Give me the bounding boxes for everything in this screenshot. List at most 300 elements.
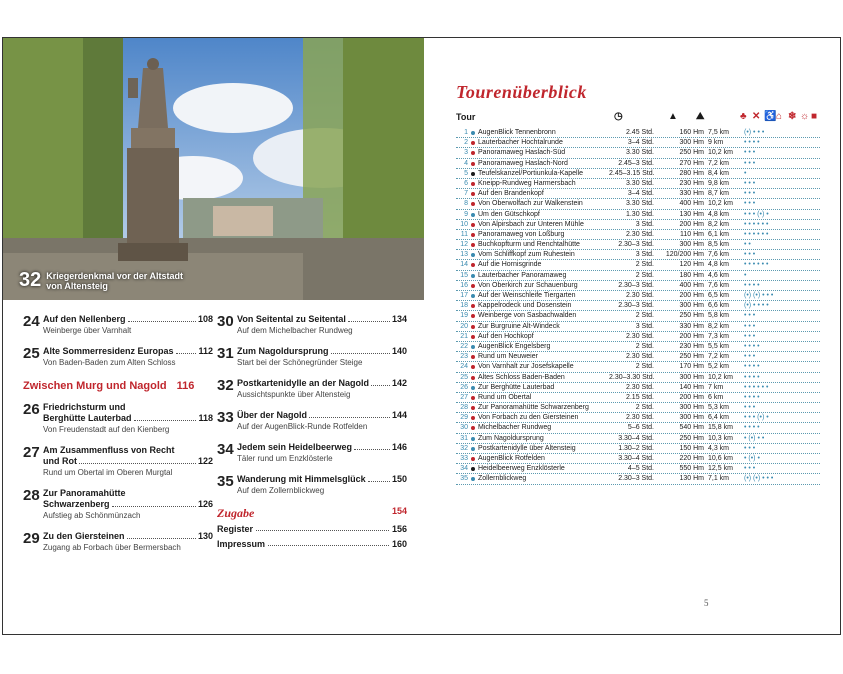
tour-row[interactable]: [456, 281, 820, 291]
tour-elevation: 200 Hm: [679, 393, 704, 401]
tour-elevation: 300 Hm: [679, 302, 704, 310]
tour-name: Auf den Hochkopf: [478, 332, 534, 340]
tour-number: 25: [460, 373, 468, 381]
tour-row[interactable]: [456, 311, 820, 321]
tour-row[interactable]: [456, 454, 820, 464]
tour-distance: 9 km: [708, 139, 724, 147]
tour-name: Teufelskanzel/Portiunkula-Kapelle: [478, 169, 584, 177]
tour-features: • • •: [744, 190, 756, 198]
tour-elevation: 300 Hm: [679, 139, 704, 147]
toc-entry[interactable]: [217, 410, 407, 432]
tour-name: Auf die Hornisgrinde: [478, 261, 542, 269]
tour-number: 10: [460, 220, 468, 228]
tour-row[interactable]: [456, 169, 820, 179]
impressum-entry[interactable]: [217, 539, 407, 549]
entry-number: 32: [217, 377, 234, 394]
tour-time: 3.30–4 Std.: [618, 434, 654, 442]
difficulty-dot: [471, 151, 475, 155]
toc-entry[interactable]: [23, 488, 213, 521]
book-spread: [2, 37, 841, 635]
tour-elevation: 120 Hm: [679, 261, 704, 269]
tour-elevation: 230 Hm: [679, 179, 704, 187]
tour-elevation: 400 Hm: [679, 200, 704, 208]
tour-row[interactable]: [456, 393, 820, 403]
tour-time: 2.30–3.30 Std.: [609, 373, 655, 381]
difficulty-dot: [471, 284, 475, 288]
difficulty-dot: [471, 314, 475, 318]
monument-photo: [3, 38, 424, 300]
tour-time: 1.30 Std.: [625, 210, 654, 218]
toc-entry[interactable]: [23, 445, 213, 478]
tour-number: 1: [464, 129, 468, 136]
entry-page: 142: [391, 378, 407, 388]
tour-elevation: 330 Hm: [679, 322, 704, 330]
toc-column-right: [217, 314, 407, 554]
difficulty-dot: [471, 213, 475, 217]
tour-distance: 12,5 km: [708, 465, 733, 473]
difficulty-dot: [471, 223, 475, 227]
tour-elevation: 120/200 Hm: [665, 251, 704, 259]
entry-page: 118: [198, 413, 213, 423]
tour-features: • • •: [744, 465, 756, 473]
entry-number: 26: [23, 401, 40, 418]
tour-distance: 8,2 km: [708, 220, 730, 228]
tour-number: 33: [460, 455, 468, 462]
tour-number: 30: [460, 424, 468, 432]
tour-number: 35: [460, 475, 468, 483]
tour-name: Von Oberwolfach zur Walkenstein: [478, 200, 583, 208]
tour-elevation: 200 Hm: [679, 292, 704, 299]
tour-features: • • • •: [744, 342, 760, 350]
tour-name: Zollernblickweg: [478, 475, 527, 483]
tour-elevation: 280 Hm: [679, 169, 704, 177]
tour-distance: 7,6 km: [708, 281, 730, 289]
tour-distance: 4,6 km: [708, 271, 730, 279]
entry-title: Friedrichsturm und: [43, 402, 126, 412]
tour-row[interactable]: [456, 332, 820, 342]
entry-number: 31: [217, 345, 234, 362]
tour-elevation: 250 Hm: [679, 312, 704, 320]
tour-features: • • •: [744, 149, 756, 157]
difficulty-dot: [471, 457, 475, 461]
col-tour: Tour: [456, 112, 476, 122]
tour-name: Heidelbeerweg Enzklösterle: [478, 465, 565, 473]
difficulty-dot: [471, 477, 475, 481]
tour-row[interactable]: [456, 342, 820, 352]
tour-name: AugenBlick Engelsberg: [478, 342, 551, 350]
entry-title: Am Zusammenfluss von Recht: [43, 445, 175, 455]
tour-distance: 8,7 km: [708, 190, 730, 198]
tour-row[interactable]: [456, 250, 820, 260]
tour-name: Von Varnhalt zur Josefskapelle: [478, 363, 574, 371]
tour-elevation: 200 Hm: [679, 332, 704, 340]
tour-row[interactable]: [456, 240, 820, 250]
difficulty-dot: [471, 335, 475, 339]
entry-number: 30: [217, 313, 234, 330]
tour-features: • • • • • •: [744, 261, 769, 269]
tour-name: Um den Gütschkopf: [478, 210, 540, 218]
tour-name: Lauterbacher Panoramaweg: [478, 271, 567, 279]
tour-elevation: 160 Hm: [679, 129, 704, 136]
entry-title: Zur Panoramahütte: [43, 488, 126, 498]
tour-time: 2.30 Std.: [625, 383, 654, 391]
tour-features: • • • •: [744, 373, 760, 381]
tour-number: 11: [460, 230, 468, 238]
tour-time: 2.45–3 Std.: [618, 159, 654, 167]
tour-number: 16: [460, 281, 468, 289]
entry-number: 28: [23, 487, 40, 504]
tour-features: •: [744, 169, 747, 177]
tour-distance: 7,5 km: [708, 129, 730, 136]
tour-distance: 8,2 km: [708, 322, 730, 330]
tour-number: 18: [460, 302, 468, 310]
entry-subtitle: Aufstieg ab Schönmünzach: [43, 511, 141, 520]
snowflake-icon: ❄: [788, 111, 797, 122]
entry-subtitle: Auf dem Zollernblickweg: [237, 486, 325, 495]
tour-row[interactable]: [456, 362, 820, 372]
tour-row[interactable]: [456, 373, 820, 383]
tour-name: Panoramaweg von Loßburg: [478, 230, 565, 238]
zugabe-heading[interactable]: [217, 506, 407, 521]
toc-entry[interactable]: [23, 346, 213, 368]
difficulty-dot: [471, 416, 475, 420]
tour-time: 4–5 Std.: [627, 465, 654, 473]
tour-time: 2.30 Std.: [625, 230, 654, 238]
tour-name: Zum Nagoldursprung: [478, 434, 544, 442]
difficulty-dot: [471, 304, 475, 308]
entry-title: Jedem sein Heidelbeerweg: [237, 442, 353, 452]
tour-distance: 7,2 km: [708, 159, 730, 167]
tour-number: 4: [464, 159, 468, 167]
tour-time: 2.15 Std.: [625, 393, 654, 401]
entry-subtitle: Rund um Obertal im Oberen Murgtal: [43, 468, 173, 477]
tour-features: • • •: [744, 404, 756, 412]
difficulty-dot: [471, 365, 475, 369]
entry-subtitle: Auf dem Michelbacher Rundweg: [237, 326, 353, 335]
tour-row[interactable]: [456, 189, 820, 199]
entry-number: 24: [23, 313, 40, 330]
tour-distance: 7,2 km: [708, 353, 730, 361]
tour-elevation: 250 Hm: [679, 149, 704, 157]
difficulty-dot: [471, 437, 475, 441]
tour-row[interactable]: [456, 434, 820, 444]
tour-row[interactable]: [456, 413, 820, 423]
tour-distance: 7,1 km: [708, 475, 730, 483]
tour-name: Von Alpirsbach zur Unteren Mühle: [478, 220, 584, 228]
tour-table: [456, 128, 820, 485]
tour-number: 15: [460, 271, 468, 279]
tour-features: • • •: [744, 179, 756, 187]
overview-title: Tourenüberblick: [456, 82, 587, 102]
tour-time: 3.30 Std.: [625, 200, 654, 208]
tour-distance: 7,6 km: [708, 251, 730, 259]
toc-entry[interactable]: [23, 402, 213, 435]
toc-entry[interactable]: [217, 474, 407, 496]
toc-entry[interactable]: [217, 378, 407, 400]
caption-line: Kriegerdenkmal vor der Altstadt: [46, 271, 183, 281]
bus-icon: ■: [811, 111, 818, 122]
tour-row[interactable]: [456, 352, 820, 362]
tour-name: Auf der Weinschleife Tiergarten: [478, 292, 576, 299]
tour-distance: 4,8 km: [708, 261, 730, 269]
entry-number: 29: [23, 530, 40, 547]
tour-row[interactable]: [456, 210, 820, 220]
zugabe-title: Zugabe: [217, 506, 255, 520]
tour-features: • • • •: [744, 139, 760, 147]
tour-distance: 8,4 km: [708, 169, 730, 177]
difficulty-dot: [471, 263, 475, 267]
hiker-icon: ♣: [740, 111, 747, 122]
tour-time: 2 Std.: [635, 404, 654, 412]
difficulty-dot: [471, 141, 475, 145]
tour-name: Zur Panoramahütte Schwarzenberg: [478, 404, 589, 412]
tour-elevation: 140 Hm: [679, 383, 704, 391]
tour-row[interactable]: [456, 260, 820, 270]
tour-distance: 10,6 km: [708, 455, 733, 462]
tour-number: 20: [460, 322, 468, 330]
tour-distance: 8,5 km: [708, 241, 730, 249]
tour-number: 12: [460, 241, 468, 249]
difficulty-dot: [471, 294, 475, 298]
entry-subtitle: Aussichtspunkte über Altensteig: [237, 390, 351, 399]
tour-features: • • •: [744, 159, 756, 167]
tour-elevation: 180 Hm: [679, 271, 704, 279]
entry-subtitle: Start bei der Schönegründer Steige: [237, 358, 363, 367]
tour-distance: 6,5 km: [708, 292, 730, 299]
tour-time: 2 Std.: [635, 271, 654, 279]
tour-row[interactable]: [456, 138, 820, 148]
entry-title: Alte Sommerresidenz Europas: [43, 346, 174, 356]
tour-number: 26: [460, 383, 468, 391]
tour-time: 3.30 Std.: [625, 179, 654, 187]
tour-distance: 5,5 km: [708, 342, 730, 350]
tour-name: Altes Schloss Baden-Baden: [478, 373, 565, 381]
tour-time: 3–4 Std.: [627, 190, 654, 198]
tour-name: Michelbacher Rundweg: [478, 424, 552, 432]
tour-name: Vom Schliffkopf zum Ruhestein: [478, 251, 575, 259]
difficulty-dot: [471, 172, 475, 176]
tour-row[interactable]: [456, 271, 820, 281]
toc-entry[interactable]: [23, 314, 213, 336]
entry-number: 25: [23, 345, 40, 362]
tour-time: 2.45 Std.: [625, 129, 654, 136]
tour-time: 2.30 Std.: [625, 292, 654, 299]
tour-distance: 6,6 km: [708, 302, 730, 310]
tour-elevation: 220 Hm: [679, 455, 704, 462]
tour-time: 3 Std.: [635, 322, 654, 330]
tour-time: 2 Std.: [635, 342, 654, 350]
tour-row[interactable]: [456, 199, 820, 209]
tour-features: • • •: [744, 332, 756, 340]
tour-row[interactable]: [456, 322, 820, 332]
page-number: 5: [704, 598, 709, 608]
tour-row[interactable]: [456, 474, 820, 484]
difficulty-dot: [471, 182, 475, 186]
tour-time: 2.30–3 Std.: [618, 475, 654, 483]
entry-page: 126: [197, 499, 213, 509]
toc-column-left: [23, 314, 213, 563]
entry-page: 108: [197, 314, 213, 324]
tour-features: • (•) • •: [744, 434, 765, 442]
tour-name: Buchkopfturm und Renchtalhütte: [478, 241, 580, 249]
tour-name: Kappelrodeck und Dosenstein: [478, 302, 572, 310]
tour-row[interactable]: [456, 444, 820, 454]
difficulty-dot: [471, 426, 475, 430]
tour-row[interactable]: [456, 179, 820, 189]
tour-features: • • •: [744, 200, 756, 208]
tour-name: AugenBlick Tennenbronn: [478, 129, 556, 136]
caption-line: von Altensteig: [46, 281, 108, 291]
tour-elevation: 170 Hm: [679, 363, 704, 371]
entry-title: Von Seitental zu Seitental: [237, 314, 346, 324]
tour-name: Postkartenidylle über Altensteig: [478, 444, 576, 452]
caption-text: [46, 271, 183, 291]
mountain-icon: ▲: [668, 111, 678, 122]
tour-number: 29: [460, 414, 468, 422]
tour-number: 6: [464, 179, 468, 187]
left-page: [3, 38, 424, 635]
entry-title: Postkartenidylle an der Nagold: [237, 378, 370, 388]
register-page: 156: [391, 524, 407, 534]
tour-elevation: 250 Hm: [679, 353, 704, 361]
tour-elevation: 300 Hm: [679, 404, 704, 412]
tour-features: (•) • • •: [744, 129, 765, 136]
tour-number: 28: [460, 404, 468, 412]
tour-time: 2 Std.: [635, 312, 654, 320]
tour-distance: 5,3 km: [708, 404, 730, 412]
clock-icon: ◷: [614, 111, 623, 122]
section-heading[interactable]: [23, 380, 213, 392]
tour-time: 3–4 Std.: [627, 139, 654, 147]
tour-number: 14: [460, 261, 468, 269]
tour-time: 3 Std.: [635, 220, 654, 228]
difficulty-dot: [471, 192, 475, 196]
toc-entry[interactable]: [217, 314, 407, 336]
entry-page: 122: [197, 456, 213, 466]
entry-number: 27: [23, 444, 40, 461]
toc-entry[interactable]: [217, 442, 407, 464]
tour-distance: 9,8 km: [708, 179, 730, 187]
impressum-title: Impressum: [217, 539, 266, 549]
tour-distance: 7 km: [708, 383, 724, 391]
tour-distance: 10,3 km: [708, 434, 733, 442]
tour-distance: 10,2 km: [708, 200, 733, 208]
tour-number: 5: [464, 169, 468, 177]
entry-page: 134: [391, 314, 407, 324]
no-bike-icon: ✕: [752, 111, 761, 122]
tour-time: 2.30 Std.: [625, 332, 654, 340]
tour-row[interactable]: [456, 301, 820, 311]
tour-elevation: 540 Hm: [679, 424, 704, 432]
tour-elevation: 550 Hm: [679, 465, 704, 473]
tour-features: • • • • • •: [744, 230, 769, 238]
entry-title: Über der Nagold: [237, 410, 308, 420]
right-page: [424, 38, 841, 635]
tour-number: 8: [464, 200, 468, 208]
tour-number: 7: [464, 190, 468, 198]
entry-subtitle: Von Baden-Baden zum Alten Schloss: [43, 358, 176, 367]
tour-features: (•) (•) • • •: [744, 475, 774, 483]
difficulty-dot: [471, 386, 475, 390]
tour-row[interactable]: [456, 383, 820, 393]
tour-name: Von Oberkirch zur Schauenburg: [478, 281, 578, 289]
register-entry[interactable]: [217, 524, 407, 534]
tour-row[interactable]: [456, 128, 820, 138]
entry-subtitle: Von Freudenstadt auf den Kienberg: [43, 425, 170, 434]
tour-row[interactable]: [456, 291, 820, 301]
tour-time: 2 Std.: [635, 261, 654, 269]
tour-features: • • •: [744, 251, 756, 259]
zugabe-page: 154: [391, 506, 407, 516]
tour-features: • • • (•) •: [744, 210, 769, 218]
entry-subtitle: Täler rund um Enzklösterle: [237, 454, 333, 463]
tour-features: • •: [744, 241, 751, 249]
tour-row[interactable]: [456, 230, 820, 240]
tour-name: Rund um Obertal: [478, 393, 532, 401]
tour-number: 13: [460, 251, 468, 259]
tour-row[interactable]: [456, 403, 820, 413]
tour-time: 2.30 Std.: [625, 414, 654, 422]
tour-distance: 6,1 km: [708, 230, 730, 238]
tour-name: Von Forbach zu den Giersteinen: [478, 414, 579, 422]
tour-features: • • • •: [744, 363, 760, 371]
tour-distance: 6,4 km: [708, 414, 730, 422]
tour-time: 3.30–4 Std.: [618, 455, 654, 462]
tour-number: 2: [464, 139, 468, 147]
tour-features: • • • • • •: [744, 220, 769, 228]
tour-features: • • • • • •: [744, 383, 769, 391]
tour-name: Zur Burgruine Alt-Windeck: [478, 322, 560, 330]
tour-name: Panoramaweg Haslach-Nord: [478, 159, 568, 167]
tour-number: 34: [460, 465, 468, 473]
impressum-page: 160: [391, 539, 407, 549]
tour-number: 27: [460, 393, 468, 401]
tour-features: • • •: [744, 444, 756, 452]
tour-time: 3 Std.: [635, 251, 654, 259]
tour-row[interactable]: [456, 423, 820, 433]
tour-time: 2.30–3 Std.: [618, 241, 654, 249]
tour-features: • • • (•) •: [744, 414, 769, 422]
table-header: [456, 110, 820, 126]
tour-row[interactable]: [456, 148, 820, 158]
entry-title: Zu den Giersteinen: [43, 531, 125, 541]
difficulty-dot: [471, 396, 475, 400]
tour-row[interactable]: [456, 220, 820, 230]
tour-features: (•) • • • •: [744, 302, 769, 310]
tour-distance: 10,2 km: [708, 373, 733, 381]
tour-elevation: 300 Hm: [679, 414, 704, 422]
entry-page: 130: [197, 531, 213, 541]
tour-time: 2.45–3.15 Std.: [609, 169, 655, 177]
entry-title: Wanderung mit Himmelsglück: [237, 474, 366, 484]
tour-number: 21: [460, 332, 468, 340]
toc-entry[interactable]: [23, 531, 213, 553]
tour-features: • • • •: [744, 424, 760, 432]
entry-page: 150: [391, 474, 407, 484]
tour-row[interactable]: [456, 464, 820, 474]
tour-number: 3: [464, 149, 468, 157]
difficulty-dot: [471, 406, 475, 410]
toc-entry[interactable]: [217, 346, 407, 368]
entry-number: 33: [217, 409, 234, 426]
difficulty-dot: [471, 447, 475, 451]
tour-row[interactable]: [456, 159, 820, 169]
tour-number: 32: [460, 444, 468, 452]
difficulty-dot: [471, 467, 475, 471]
tour-name: Kneipp-Rundweg Harmersbach: [478, 179, 576, 187]
tour-name: Panoramaweg Haslach-Süd: [478, 149, 566, 157]
tour-time: 2 Std.: [635, 363, 654, 371]
